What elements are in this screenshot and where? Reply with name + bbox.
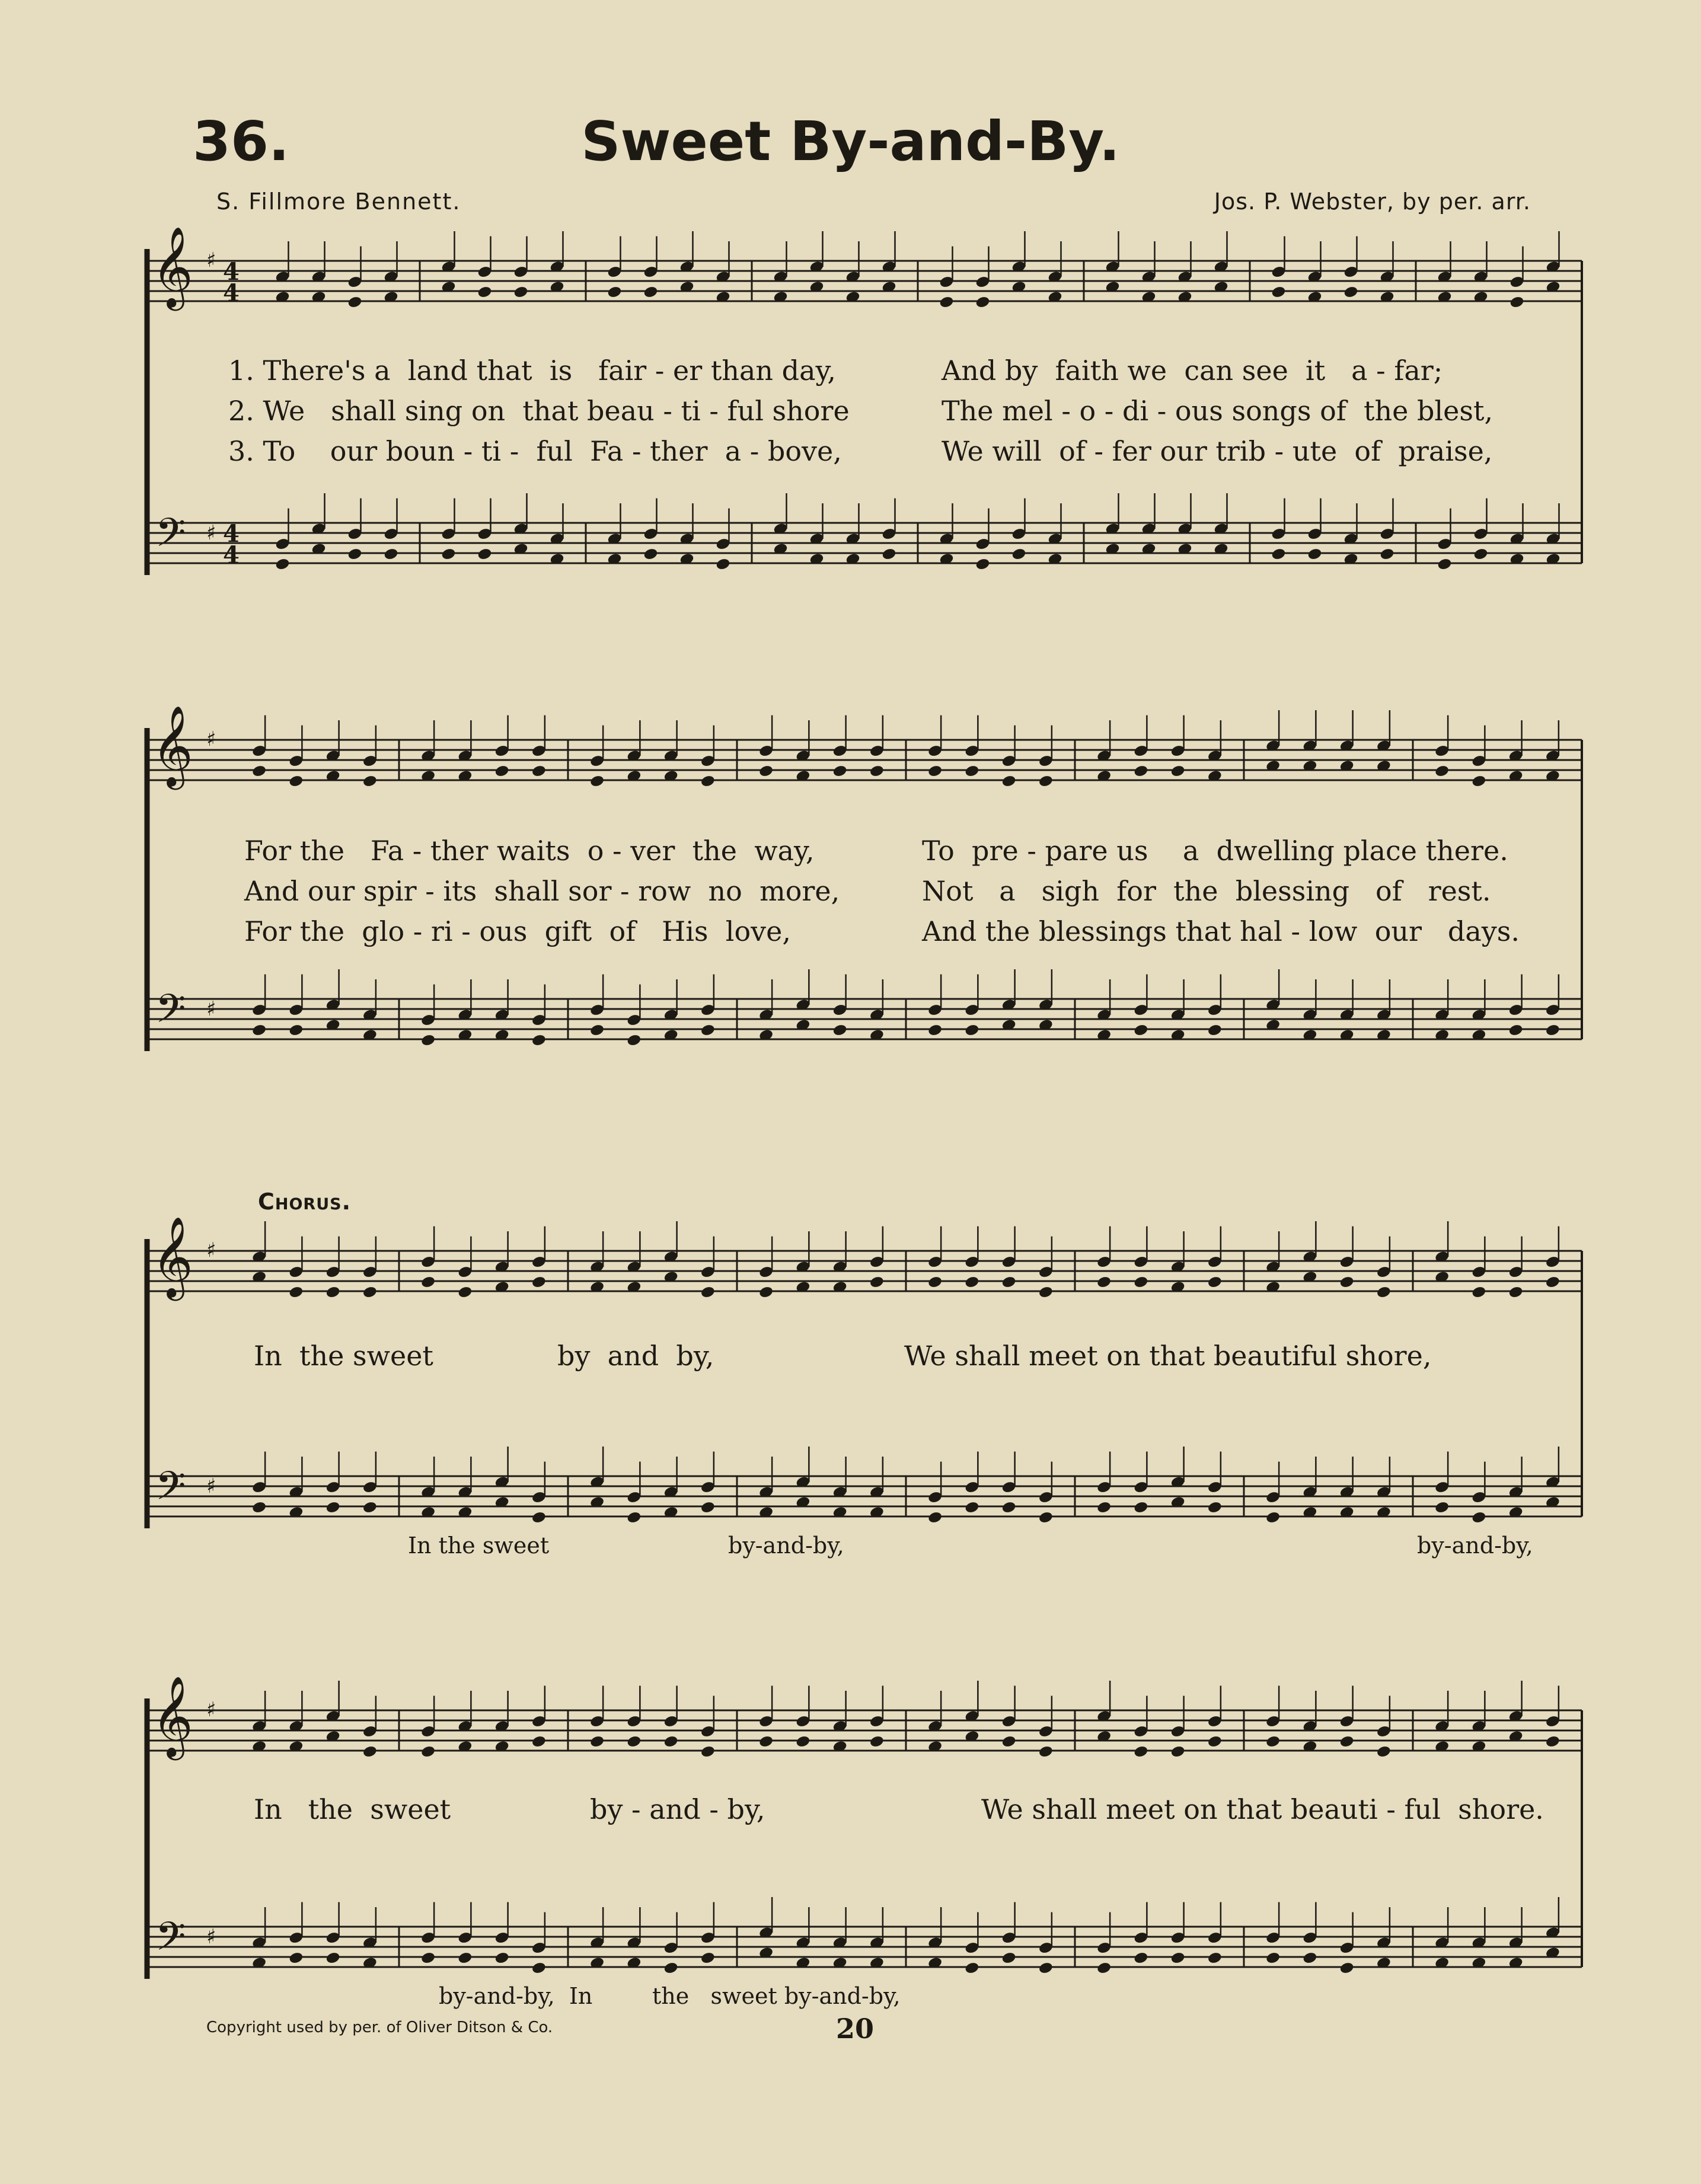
note-head <box>626 1735 642 1748</box>
note-head <box>589 1023 605 1037</box>
chorus-lyric-upper-right: We shall meet on that beautiful shore, <box>904 1340 1432 1372</box>
note-head <box>927 1511 943 1524</box>
chorus-lyric-upper-mid: by and by, <box>557 1340 714 1372</box>
note-head <box>362 1500 378 1514</box>
note-head <box>964 764 979 778</box>
note-head <box>494 764 510 778</box>
treble-clef-icon: 𝄞 <box>152 1215 193 1297</box>
hymn-number: 36. <box>193 110 289 173</box>
treble-clef-icon: 𝄞 <box>152 1675 193 1757</box>
note-head <box>457 1951 473 1965</box>
note-head <box>626 1511 642 1524</box>
note-head <box>1207 1735 1223 1748</box>
treble-clef-icon: 𝄞 <box>152 704 193 786</box>
note-head <box>1038 1961 1054 1975</box>
note-head <box>1001 1500 1017 1514</box>
note-head <box>964 1500 979 1514</box>
note-head <box>1271 285 1286 299</box>
note-head <box>1471 774 1486 788</box>
copyright-notice: Copyright used by per. of Oliver Ditson & Co. <box>206 2019 553 2036</box>
note-head <box>288 774 304 788</box>
note-head <box>1302 1951 1317 1965</box>
treble-clef-icon: 𝄞 <box>152 225 193 307</box>
note-head <box>1509 295 1524 309</box>
verse1-lyric-right: And by faith we can see it a - far; <box>942 355 1443 387</box>
chorus-lyric-lower-mid: by-and-by, <box>728 1532 844 1559</box>
note-head <box>325 1500 341 1514</box>
note-head <box>589 1735 605 1748</box>
note-head <box>362 1745 378 1758</box>
note-head <box>1343 285 1358 299</box>
note-head <box>420 1275 436 1289</box>
note-head <box>1437 557 1452 571</box>
note-head <box>1265 1735 1281 1748</box>
note-head <box>531 1735 547 1748</box>
sharp-icon: ♯ <box>206 1238 216 1262</box>
note-head <box>832 764 848 778</box>
note-head <box>1001 1275 1017 1289</box>
note-head <box>1096 1275 1112 1289</box>
sharp-icon: ♯ <box>206 997 216 1021</box>
note-head <box>420 1951 436 1965</box>
verse2-lyric-right: The mel - o - di - ous songs of the blest, <box>942 395 1493 427</box>
chorus-label: Chorus. <box>258 1189 352 1215</box>
note-head <box>927 764 943 778</box>
note-head <box>1545 1023 1560 1037</box>
svg-text:4: 4 <box>223 279 240 307</box>
note-head <box>1379 547 1394 561</box>
time-signature: 4 <box>223 520 240 548</box>
note-head <box>251 1023 267 1037</box>
note-head <box>1376 1745 1392 1758</box>
note-head <box>663 1735 679 1748</box>
note-head <box>758 1735 774 1748</box>
note-head <box>1471 1285 1486 1299</box>
note-head <box>663 1961 679 1975</box>
note-head <box>1508 1285 1524 1299</box>
note-head <box>927 1275 943 1289</box>
note-head <box>700 1745 716 1758</box>
note-head <box>1133 1023 1148 1037</box>
note-head <box>1038 1285 1054 1299</box>
note-head <box>1001 1735 1017 1748</box>
verse2-lyric-left-2: And our spir - its shall sor - row no more, <box>244 875 840 907</box>
note-head <box>1096 1961 1112 1975</box>
note-head <box>700 1500 716 1514</box>
verse2-lyric-left: 2. We shall sing on that beau - ti - ful shore <box>228 395 850 427</box>
verse1-lyric-left: 1. There's a land that is fair - er than day, <box>228 355 837 387</box>
note-head <box>975 295 990 309</box>
note-head <box>1207 1951 1223 1965</box>
sharp-icon: ♯ <box>206 727 216 751</box>
note-head <box>700 1023 716 1037</box>
note-head <box>251 1500 267 1514</box>
composer-credit: Jos. P. Webster, by per. arr. <box>1214 189 1531 215</box>
note-head <box>1508 1023 1524 1037</box>
note-head <box>1038 774 1054 788</box>
note-head <box>964 1275 979 1289</box>
note-head <box>715 557 730 571</box>
note-head <box>457 1285 473 1299</box>
note-head <box>700 1951 716 1965</box>
note-head <box>1038 1511 1054 1524</box>
verse3-lyric-left: 3. To our boun - ti - ful Fa - ther a - bove, <box>228 435 842 467</box>
note-head <box>275 557 290 571</box>
note-head <box>869 764 885 778</box>
note-head <box>1001 774 1017 788</box>
note-head <box>1170 1745 1186 1758</box>
note-head <box>288 1951 304 1965</box>
note-head <box>1376 1285 1392 1299</box>
note-head <box>1001 1951 1017 1965</box>
note-head <box>1265 1951 1281 1965</box>
chorus-lyric-lower-left-2: by-and-by, In <box>439 1983 593 2009</box>
note-head <box>362 774 378 788</box>
note-head <box>513 285 528 299</box>
time-signature: 4 <box>223 258 240 286</box>
note-head <box>288 1023 304 1037</box>
chorus-lyric-lower-right-2: the sweet by-and-by, <box>652 1983 901 2009</box>
note-head <box>869 1275 885 1289</box>
note-head <box>1307 547 1322 561</box>
poet-credit: S. Fillmore Bennett. <box>216 189 461 215</box>
chorus-lyric-lower-right: by-and-by, <box>1417 1532 1533 1559</box>
note-head <box>1133 1500 1148 1514</box>
note-head <box>420 1033 436 1047</box>
note-head <box>758 1285 774 1299</box>
note-head <box>531 764 547 778</box>
sharp-icon: ♯ <box>206 1698 216 1722</box>
note-head <box>795 1735 810 1748</box>
note-head <box>643 285 658 299</box>
note-head <box>288 1285 304 1299</box>
note-head <box>975 557 990 571</box>
verse3-lyric-left-2: For the glo - ri - ous gift of His love, <box>244 915 791 947</box>
note-head <box>881 547 896 561</box>
note-head <box>531 1961 547 1975</box>
note-head <box>700 1285 716 1299</box>
sharp-icon: ♯ <box>206 1474 216 1498</box>
verse3-lyric-right-2: And the blessings that hal - low our days. <box>922 915 1520 947</box>
note-head <box>1170 764 1186 778</box>
chorus-lyric-upper-left-2: In the sweet <box>254 1793 451 1825</box>
note-head <box>383 547 398 561</box>
sharp-icon: ♯ <box>206 248 216 272</box>
note-head <box>643 547 658 561</box>
verse2-lyric-right-2: Not a sigh for the blessing of rest. <box>922 875 1491 907</box>
note-head <box>325 1285 341 1299</box>
note-head <box>1096 1500 1112 1514</box>
note-head <box>325 1951 341 1965</box>
note-head <box>589 774 605 788</box>
note-head <box>347 295 362 309</box>
note-head <box>1339 1275 1355 1289</box>
chorus-lyric-upper-right-2: We shall meet on that beauti - ful shore. <box>981 1793 1544 1825</box>
note-head <box>964 1961 979 1975</box>
note-head <box>1133 1275 1148 1289</box>
bass-clef-icon: 𝄢 <box>155 510 186 565</box>
note-head <box>1207 1275 1223 1289</box>
note-head <box>1011 547 1026 561</box>
note-head <box>1133 1745 1148 1758</box>
note-head <box>939 295 954 309</box>
note-head <box>927 1023 943 1037</box>
note-head <box>251 764 267 778</box>
sharp-icon: ♯ <box>206 1925 216 1949</box>
note-head <box>477 547 492 561</box>
note-head <box>1271 547 1286 561</box>
svg-text:4: 4 <box>223 541 240 569</box>
note-head <box>700 774 716 788</box>
note-head <box>964 1023 979 1037</box>
note-head <box>477 285 492 299</box>
note-head <box>441 547 456 561</box>
note-head <box>832 1023 848 1037</box>
note-head <box>1339 1735 1355 1748</box>
note-head <box>1207 1023 1223 1037</box>
sharp-icon: ♯ <box>206 521 216 545</box>
note-head <box>1133 764 1148 778</box>
note-head <box>420 1745 436 1758</box>
note-head <box>1545 1275 1560 1289</box>
note-head <box>1038 1745 1054 1758</box>
bass-clef-icon: 𝄢 <box>155 1463 186 1518</box>
bass-clef-icon: 𝄢 <box>155 986 186 1041</box>
note-head <box>1339 1961 1355 1975</box>
note-head <box>362 1285 378 1299</box>
note-head <box>1545 1735 1560 1748</box>
hymn-title: Sweet By-and-By. <box>581 110 1120 173</box>
note-head <box>626 1033 642 1047</box>
verse1-lyric-left-2: For the Fa - ther waits o - ver the way, <box>244 835 815 867</box>
note-head <box>607 285 622 299</box>
page-number: 20 <box>836 2013 875 2045</box>
note-head <box>1434 1500 1450 1514</box>
note-head <box>531 1033 547 1047</box>
note-head <box>494 1951 510 1965</box>
bass-clef-icon: 𝄢 <box>155 1914 186 1969</box>
note-head <box>1471 1511 1486 1524</box>
verse3-lyric-right: We will of - fer our trib - ute of praise, <box>942 435 1493 467</box>
chorus-lyric-upper-mid-2: by - and - by, <box>590 1793 765 1825</box>
chorus-lyric-upper-left: In the sweet <box>254 1340 433 1372</box>
note-head <box>1265 1511 1281 1524</box>
note-head <box>347 547 362 561</box>
verse1-lyric-right-2: To pre - pare us a dwelling place there. <box>922 835 1508 867</box>
chorus-lyric-lower-left: In the sweet <box>408 1532 550 1559</box>
note-head <box>1170 1951 1186 1965</box>
note-head <box>1434 764 1450 778</box>
note-head <box>1133 1951 1148 1965</box>
note-head <box>758 764 774 778</box>
note-head <box>869 1735 885 1748</box>
note-head <box>1207 1500 1223 1514</box>
note-head <box>531 1511 547 1524</box>
note-head <box>1473 547 1488 561</box>
note-head <box>531 1275 547 1289</box>
